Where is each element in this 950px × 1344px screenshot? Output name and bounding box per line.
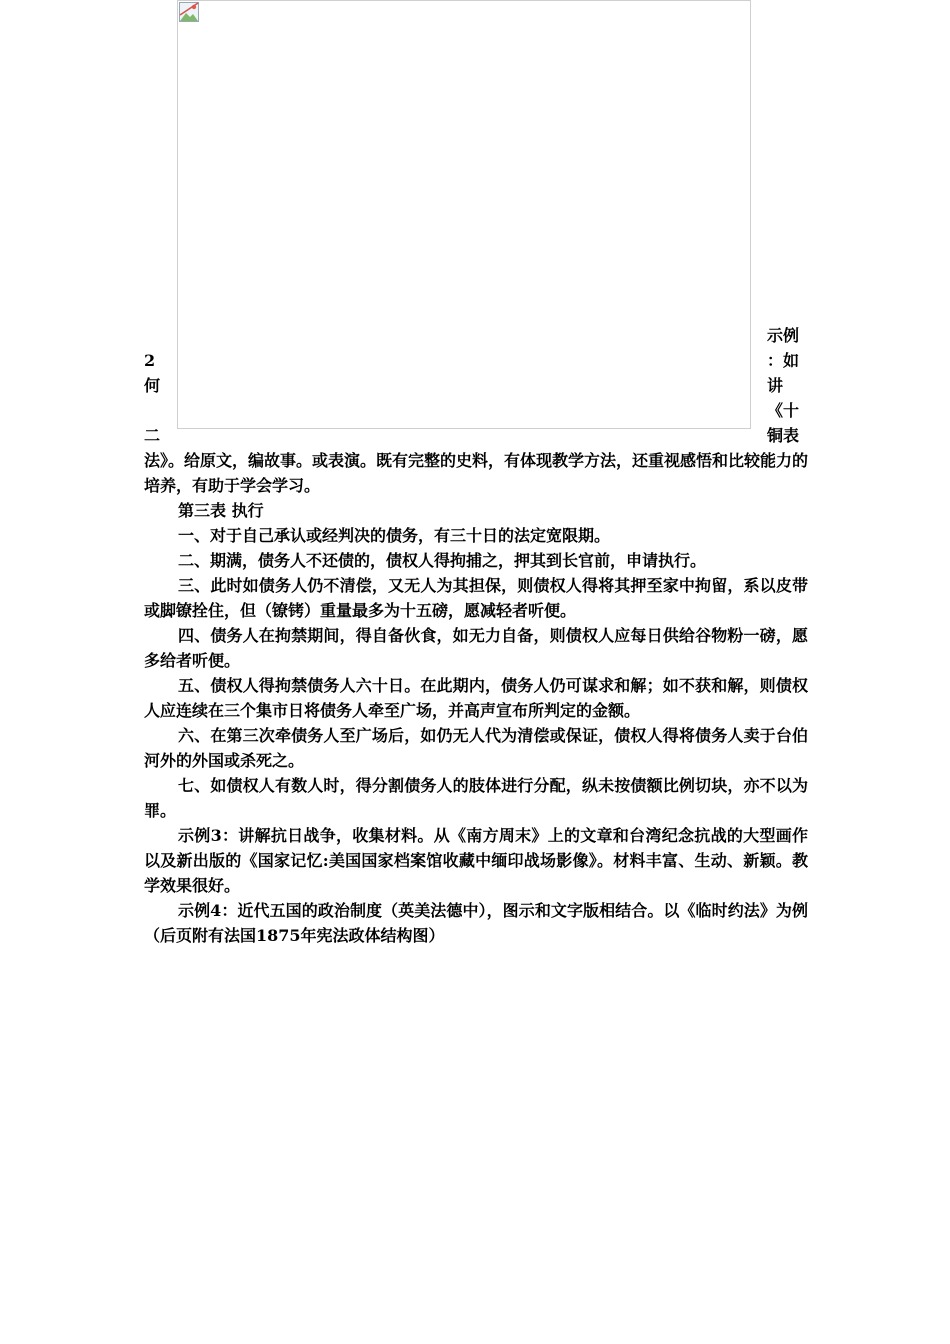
- wrap-right-line: 《十: [767, 401, 800, 420]
- document-body: [144, 448, 808, 948]
- paragraph-intro: 法》。给原文，编故事。或表演。既有完整的史料，有体现教学方法，还重视感悟和比较能力的培养，有助于学会学习。: [144, 451, 809, 495]
- wrap-left-line: 二: [144, 426, 161, 445]
- wrap-left-line: 何: [144, 376, 161, 395]
- embedded-image-placeholder: [177, 0, 751, 429]
- paragraph-clause: 七、如债权人有数人时，得分割债务人的肢体进行分配，纵未按债额比例切块，亦不以为罪。: [144, 776, 808, 820]
- wrap-right-line: 铜表: [767, 426, 800, 445]
- paragraph-clause: 四、债务人在拘禁期间，得自备伙食，如无力自备，则债权人应每日供给谷物粉一磅，愿多给者听便。: [144, 626, 808, 670]
- wrap-left-line: 2: [144, 351, 156, 370]
- paragraph-example-4: 示例4：近代五国的政治制度（英美法德中），图示和文字版相结合。以《临时约法》为例（后页附有法国1875年宪法政体结构图）: [144, 901, 808, 945]
- section-heading: 第三表 执行: [178, 501, 264, 520]
- paragraph-clause: 二、期满，债务人不还债的，债权人得拘捕之，押其到长官前，申请执行。: [178, 551, 707, 570]
- wrap-right-line: 示例: [767, 326, 800, 345]
- paragraph-example-3: 示例3：讲解抗日战争，收集材料。从《南方周末》上的文章和台湾纪念抗战的大型画作以及新出版的《国家记忆:美国国家档案馆收藏中缅印战场影像》。材料丰富、生动、新颖。教学效果很好。: [144, 826, 808, 895]
- wrap-right-line: 讲: [767, 376, 784, 395]
- paragraph-clause: 一、对于自己承认或经判决的债务，有三十日的法定宽限期。: [178, 526, 611, 545]
- paragraph-clause: 五、债权人得拘禁债务人六十日。在此期内，债务人仍可谋求和解；如不获和解，则债权人应连续在三个集市日将债务人牵至广场，并高声宣布所判定的金额。: [144, 676, 808, 720]
- wrap-right-line: ：如: [767, 351, 800, 370]
- paragraph-clause: 三、此时如债务人仍不清偿，又无人为其担保，则债权人得将其押至家中拘留，系以皮带或脚镣拴住，但（镣铐）重量最多为十五磅，愿减轻者听便。: [144, 576, 808, 620]
- paragraph-clause: 六、在第三次牵债务人至广场后，如仍无人代为清偿或保证，债权人得将债务人卖于台伯河外的外国或杀死之。: [144, 726, 808, 770]
- broken-image-icon: [179, 2, 199, 22]
